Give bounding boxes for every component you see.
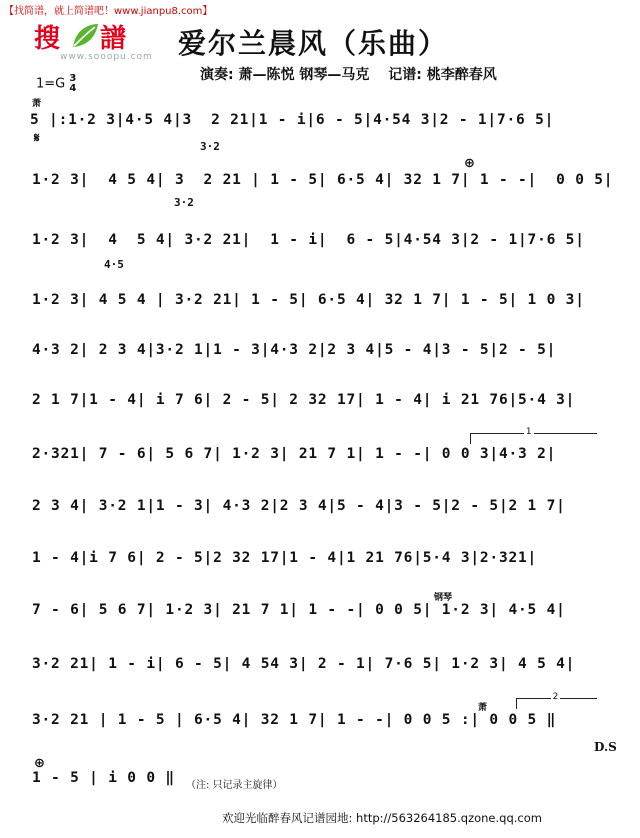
score-line: 1·2 3| 4 5 4 | 3·2 21| 1 - 5| 6·5 4| 32 1 7| 1 - 5| 1 0 3| (32, 292, 585, 308)
logo-char-right: 譜 (100, 24, 127, 54)
score-row-10 (0, 598, 640, 628)
site-logo[interactable] (34, 18, 144, 54)
transcriber-credit: 记谱: 桃李醉春风 (388, 67, 497, 83)
score-row-1 (0, 108, 640, 138)
time-signature (69, 74, 76, 94)
dal-segno: D.S (594, 740, 617, 754)
volta-2-label: 2 (552, 692, 559, 702)
song-title: 爱尔兰晨风（乐曲） (178, 27, 449, 60)
score-line: 3·2 21| 1 - i| 6 - 5| 4 54 3| 2 - 1| 7·6 5| 1·2 3| 4 5 4| (32, 656, 576, 672)
score-row-3 (0, 228, 640, 258)
score-row-12 (0, 708, 640, 738)
score-row-6 (0, 388, 640, 418)
credits (200, 64, 497, 84)
grace-notes: 3·2 (200, 140, 220, 153)
volta-1-label: 1 (525, 427, 532, 437)
score-line: 1·2 3| 4 5 4| 3 2 21 | 1 - 5| 6·5 4| 32 1 7| 1 - -| 0 0 5| (32, 172, 614, 188)
coda-icon: ⊕ (464, 156, 475, 171)
score-line: 1 - 5 | i 0 0 ‖ (32, 770, 175, 786)
time-bottom: 4 (69, 83, 77, 94)
score-line: 2 1 7|1 - 4| i 7 6| 2 - 5| 2 32 17| 1 - 4| i 21 76|5·4 3| (32, 392, 576, 408)
grace-notes: 4·5 (104, 258, 124, 271)
score-row-5 (0, 338, 640, 368)
xiao-marker-2: 萧 (478, 703, 488, 713)
score-row-8 (0, 494, 640, 524)
leaf-icon (70, 22, 100, 50)
volta-bracket-1 (470, 427, 597, 444)
logo-char-left: 搜 (34, 24, 61, 54)
top-link-banner[interactable]: 【找简谱，就上简谱吧！www.jianpu8.com】 (4, 6, 213, 17)
score-row-2 (0, 168, 640, 198)
key-signature (36, 74, 76, 94)
score-row-9 (0, 546, 640, 576)
score-line: 1 - 4|i 7 6| 2 - 5|2 32 17|1 - 4|1 21 76|5·4 3|2·321| (32, 550, 538, 566)
xiao-marker: 萧 (32, 99, 42, 109)
site-watermark: www.sooopu.com (60, 52, 153, 62)
score-line: 2·321| 7 - 6| 5 6 7| 1·2 3| 21 7 1| 1 - -| 0 0 3|4·3 2| (32, 446, 557, 462)
score-line: 2 3 4| 3·2 1|1 - 3| 4·3 2|2 3 4|5 - 4|3 - 5|2 - 5|2 1 7| (32, 498, 566, 514)
time-top: 3 (69, 73, 77, 84)
score-row-7 (0, 442, 640, 472)
score-line: 5 |:1·2 3|4·5 4|3 2 21|1 - i|6 - 5|4·54 3|2 - 1|7·6 5| (30, 112, 555, 128)
melody-note: （注: 只记录主旋律） (186, 780, 283, 791)
performer-credit: 演奏: 萧—陈悦 钢琴—马克 (200, 67, 370, 83)
key-label: 1=G (36, 76, 66, 92)
score-line: 3·2 21 | 1 - 5 | 6·5 4| 32 1 7| 1 - -| 0 0 5 :| 0 0 5 ‖ (32, 712, 557, 728)
piano-marker: 钢琴 (434, 593, 453, 603)
grace-notes: 3·2 (174, 196, 194, 209)
score-line: 1·2 3| 4 5 4| 3·2 21| 1 - i| 6 - 5|4·54 3|2 - 1|7·6 5| (32, 232, 585, 248)
score-row-13 (0, 766, 640, 796)
score-line: 4·3 2| 2 3 4|3·2 1|1 - 3|4·3 2|2 3 4|5 - 4|3 - 5|2 - 5| (32, 342, 557, 358)
volta-bracket-2 (516, 692, 597, 709)
coda-icon-2: ⊕ (34, 756, 45, 771)
score-row-4 (0, 288, 640, 318)
footer-link[interactable]: 欢迎光临醉春风记谱园地: http://563264185.qzone.qq.com (222, 811, 542, 825)
score-row-11 (0, 652, 640, 682)
segno-icon: 𝄋 (34, 131, 40, 146)
score-line: 7 - 6| 5 6 7| 1·2 3| 21 7 1| 1 - -| 0 0 5| 1·2 3| 4·5 4| (32, 602, 566, 618)
